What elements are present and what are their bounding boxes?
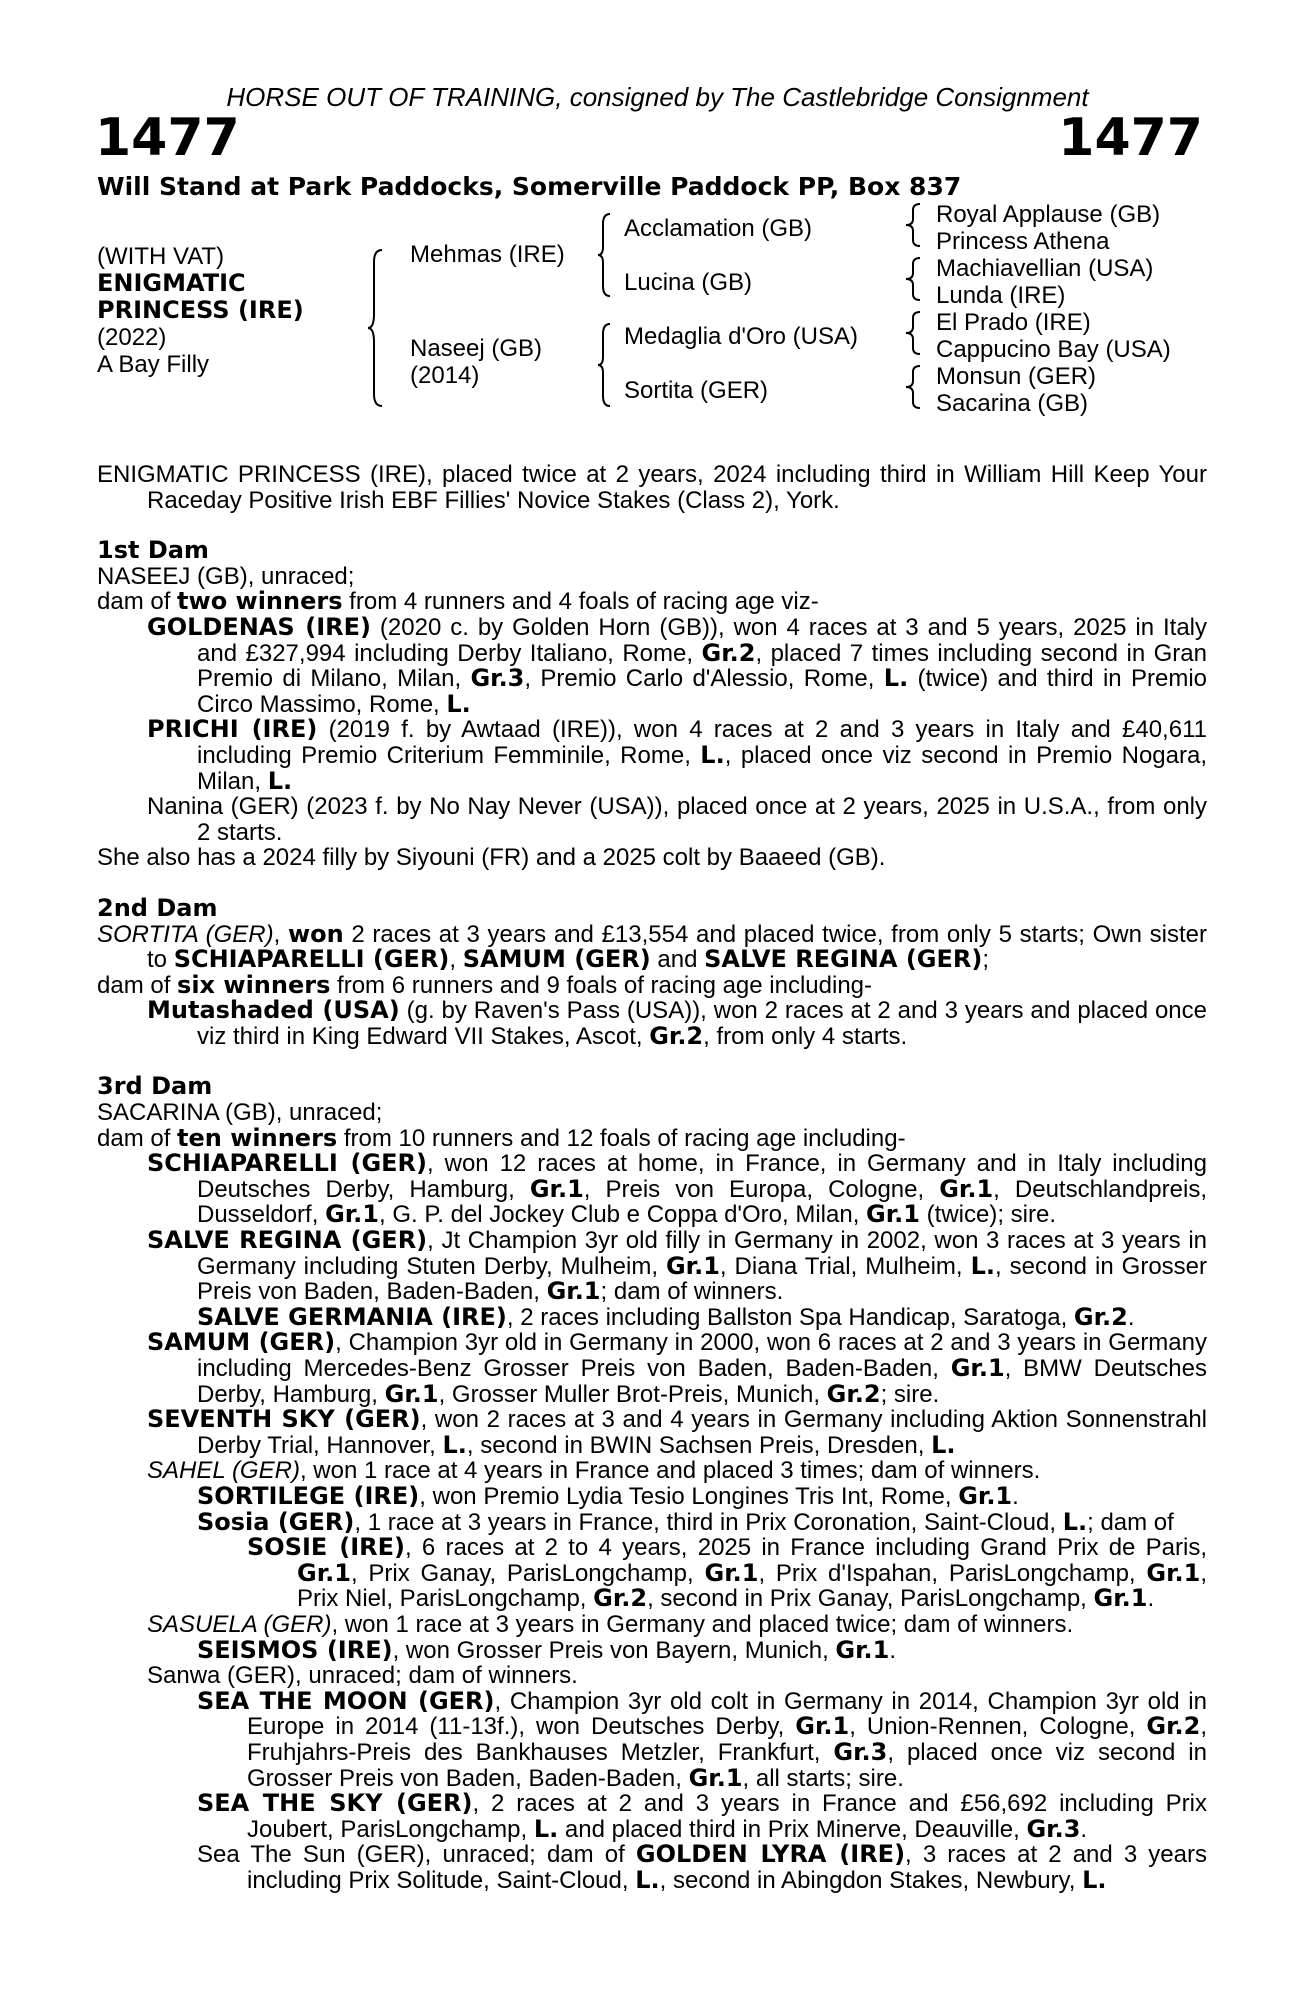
produce-sosie: SOSIE (IRE), 6 races at 2 to 4 years, 2025 in France including Grand Prix de Paris, Gr.1, Prix Ganay, ParisLongchamp, Gr.1, Prix d'Ispahan, ParisLongchamp, Gr.1, Prix Niel, ParisLongchamp, Gr.2, second in Prix Ganay, ParisLongchamp, Gr.1. — [247, 1533, 1208, 1613]
g-brace-1 — [904, 202, 924, 248]
catalogue-body — [97, 462, 1207, 1893]
second-dam-winners: dam of six winners from 6 runners and 9 foals of racing age including- — [97, 970, 873, 999]
intro-paragraph: ENIGMATIC PRINCESS (IRE), placed twice at 2 years, 2024 including third in William Hill Keep Your Raceday Positive Irish EBF Fillies' Novice Stakes (Class 2), York. — [97, 461, 1207, 514]
horse-sex: A Bay Filly — [97, 351, 210, 378]
grandsire-4: Monsun (GER) — [936, 363, 1097, 390]
dam-dam: Sortita (GER) — [624, 377, 769, 404]
first-dam-heading: 1st Dam — [97, 536, 209, 565]
grandsire-2: Machiavellian (USA) — [936, 255, 1154, 282]
produce-sea-the-sun: Sea The Sun (GER), unraced; dam of GOLDEN LYRA (IRE), 3 races at 2 and 3 years including Prix Solitude, Saint-Cloud, L., second in Abingdon Stakes, Newbury, L. — [197, 1840, 1207, 1894]
produce-schiaparelli: SCHIAPARELLI (GER), won 12 races at home, in France, in Germany and in Italy including Deutsches Derby, Hamburg, Gr.1, Preis von Europa, Cologne, Gr.1, Deutschlandpreis, Dusseldorf, Gr.1, G. P. del Jockey Club e Coppa d'Oro, Milan, Gr.1 (twice); sire. — [147, 1149, 1207, 1229]
lot-number-right: 1477 — [1058, 108, 1203, 168]
g-brace-2 — [904, 256, 924, 302]
produce-seismos: SEISMOS (IRE), won Grosser Preis von Bayern, Munich, Gr.1. — [197, 1635, 897, 1664]
produce-sasuela: SASUELA (GER), won 1 race at 3 years in Germany and placed twice; dam of winners. — [147, 1610, 1074, 1638]
granddam-4: Sacarina (GB) — [936, 390, 1089, 417]
dam-name: Naseej (GB) — [410, 335, 543, 362]
produce-salve-regina: SALVE REGINA (GER), Jt Champion 3yr old filly in Germany in 2002, won 3 races at 3 years in Germany including Stuten Derby, Mulheim, Gr.1, Diana Trial, Mulheim, L., second in Grosser Preis von Baden, Baden-Baden, Gr.1; dam of winners. — [147, 1226, 1207, 1306]
first-dam-also: She also has a 2024 filly by Siyouni (FR) and a 2025 colt by Baaeed (GB). — [97, 844, 886, 872]
dam-sire: Medaglia d'Oro (USA) — [624, 323, 858, 350]
granddam-3: Cappucino Bay (USA) — [936, 336, 1171, 363]
produce-mutashaded: Mutashaded (USA) (g. by Raven's Pass (USA)), won 2 races at 2 and 3 years and placed once viz third in King Edward VII Stakes, Ascot, Gr.2, from only 4 starts. — [147, 996, 1207, 1050]
produce-goldenas: GOLDENAS (IRE) (2020 c. by Golden Horn (GB)), won 4 races at 3 and 5 years, 2025 in Italy and £327,994 including Derby Italiano, Rome, Gr.2, placed 7 times including second in Gran Premio di Milano, Milan, Gr.3, Premio Carlo d'Alessio, Rome, L. (twice) and third in Premio Circo Massimo, Rome, L. — [147, 612, 1207, 718]
grandsire-3: El Prado (IRE) — [936, 309, 1091, 336]
produce-seventh-sky: SEVENTH SKY (GER), won 2 races at 3 and 4 years in Germany including Aktion Sonnenstrahl Derby Trial, Hannover, L., second in BWIN Sachsen Preis, Dresden, L. — [147, 1405, 1207, 1459]
sire-name: Mehmas (IRE) — [410, 241, 565, 268]
second-dam-heading: 2nd Dam — [97, 893, 218, 922]
foaling-year: (2022) — [97, 324, 167, 351]
first-dam-winners: dam of two winners from 4 runners and 4 foals of racing age viz- — [97, 587, 819, 616]
produce-sahel: SAHEL (GER), won 1 race at 4 years in France and placed 3 times; dam of winners. — [147, 1457, 1041, 1485]
granddam-2: Lunda (IRE) — [936, 282, 1066, 309]
first-dam-line: NASEEJ (GB), unraced; — [97, 562, 355, 590]
consignment-line: HORSE OUT OF TRAINING, consigned by The Castlebridge Consignment — [226, 82, 1089, 112]
produce-prichi: PRICHI (IRE) (2019 f. by Awtaad (IRE)), won 4 races at 2 and 3 years in Italy and £40,611 including Premio Criterium Femminile, Rome, L., placed once viz second in Premio Nogara, Milan, L. — [147, 715, 1207, 795]
produce-nanina: Nanina (GER) (2023 f. by No Nay Never (USA)), placed once at 2 years, 2025 in U.S.A., from only 2 starts. — [147, 793, 1207, 846]
vat-note: (WITH VAT) — [97, 243, 225, 270]
grandsire-1: Royal Applause (GB) — [936, 201, 1161, 228]
produce-sea-the-moon: SEA THE MOON (GER), Champion 3yr old colt in Germany in 2014, Champion 3yr old in Europe in 2014 (11-13f.), won Deutsches Derby, Gr.1, Union-Rennen, Cologne, Gr.2, Fruhjahrs-Preis des Bankhauses Metzler, Frankfurt, Gr.3, placed once viz second in Grosser Preis von Baden, Baden-Baden, Gr.1, all starts; sire. — [197, 1686, 1207, 1792]
g-brace-3 — [904, 310, 924, 356]
produce-sortilege: SORTILEGE (IRE), won Premio Lydia Tesio Longines Tris Int, Rome, Gr.1. — [197, 1481, 1019, 1510]
produce-sosia: Sosia (GER), 1 race at 3 years in France, third in Prix Coronation, Saint-Cloud, L.; dam of — [197, 1507, 1174, 1536]
produce-salve-germania: SALVE GERMANIA (IRE), 2 races including Ballston Spa Handicap, Saratoga, Gr.2. — [197, 1302, 1135, 1331]
lot-number-left: 1477 — [95, 108, 240, 168]
third-dam-winners: dam of ten winners from 10 runners and 12 foals of racing age including- — [97, 1123, 906, 1152]
sire-dam: Lucina (GB) — [624, 269, 753, 296]
third-dam-heading: 3rd Dam — [97, 1072, 213, 1101]
produce-samum: SAMUM (GER), Champion 3yr old in Germany in 2000, won 6 races at 2 and 3 years in Germany including Mercedes-Benz Grosser Preis von Baden, Baden-Baden, Gr.1, BMW Deutsches Derby, Hamburg, Gr.1, Grosser Muller Brot-Preis, Munich, Gr.2; sire. — [147, 1328, 1208, 1408]
horse-name-line2: PRINCESS (IRE) — [97, 296, 304, 324]
g-brace-4 — [904, 364, 924, 410]
third-dam-line: SACARINA (GB), unraced; — [97, 1099, 383, 1127]
produce-sanwa: Sanwa (GER), unraced; dam of winners. — [147, 1662, 578, 1690]
second-dam-line: SORTITA (GER), won 2 races at 3 years and £13,554 and placed twice, from only 5 starts; Own sister to SCHIAPARELLI (GER), SAMUM (GER) and SALVE REGINA (GER); — [97, 919, 1207, 974]
sire-brace — [596, 212, 614, 298]
dam-brace — [596, 322, 614, 408]
main-brace — [366, 248, 386, 408]
granddam-1: Princess Athena — [936, 228, 1110, 255]
produce-sea-the-sky: SEA THE SKY (GER), 2 races at 2 and 3 years in France and £56,692 including Prix Joubert, ParisLongchamp, L. and placed third in Prix Minerve, Deauville, Gr.3. — [197, 1789, 1207, 1843]
horse-name-line1: ENIGMATIC — [97, 269, 246, 297]
sire-sire: Acclamation (GB) — [624, 215, 813, 242]
dam-year: (2014) — [410, 362, 480, 389]
stand-location: Will Stand at Park Paddocks, Somerville Paddock PP, Box 837 — [97, 172, 962, 201]
